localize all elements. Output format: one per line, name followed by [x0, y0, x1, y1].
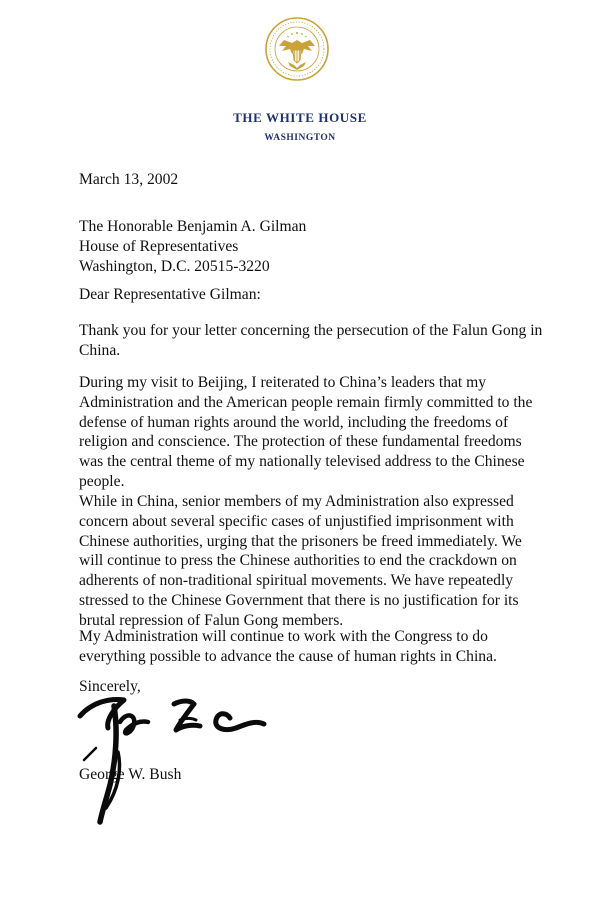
paragraph-line: everything possible to advance the cause of human rights in China.	[79, 647, 497, 665]
salutation: Dear Representative Gilman:	[79, 286, 261, 303]
paragraph-line: Administration and the American people remain firmly committed to the	[79, 393, 533, 411]
letterhead-title: THE WHITE HOUSE	[233, 110, 367, 125]
paragraph-line: Thank you for your letter concerning the persecution of the Falun Gong in	[79, 322, 543, 339]
handwritten-signature-icon	[70, 690, 290, 835]
paragraph-line: China.	[79, 341, 121, 359]
paragraph-line: My Administration will continue to work with the Congress to do	[79, 628, 488, 645]
paragraph-line: adherents of non-traditional spiritual movements. We have repeatedly	[79, 572, 514, 590]
paragraph-2	[79, 373, 579, 492]
paragraph-line: will continue to press the Chinese authorities to end the crackdown on	[79, 552, 517, 570]
paragraph-line: Chinese authorities, urging that the prisoners be freed immediately. We	[79, 532, 522, 550]
letter-date: March 13, 2002	[79, 171, 179, 188]
recipient-org: House of Representatives	[79, 237, 239, 255]
paragraph-4	[79, 627, 579, 667]
paragraph-line: people.	[79, 472, 125, 490]
paragraph-line: During my visit to Beijing, I reiterated to China’s leaders that my	[79, 374, 487, 391]
recipient-address	[79, 217, 579, 276]
paragraph-line: defense of human rights around the world, including the freedoms of	[79, 413, 509, 431]
paragraph-line: religion and conscience. The protection of these fundamental freedoms	[79, 433, 522, 451]
paragraph-line: stressed to the Chinese Government that there is no justification for its	[79, 591, 519, 609]
paragraph-1	[79, 321, 579, 361]
signer-name: George W. Bush	[79, 766, 182, 783]
paragraph-line: brutal repression of Falun Gong members.	[79, 611, 344, 629]
recipient-city: Washington, D.C. 20515-3220	[79, 257, 270, 275]
paragraph-line: concern about several specific cases of unjustified imprisonment with	[79, 512, 514, 530]
presidential-seal-icon	[264, 16, 330, 82]
recipient-name: The Honorable Benjamin A. Gilman	[79, 218, 307, 235]
paragraph-line: While in China, senior members of my Administration also expressed	[79, 493, 514, 510]
paragraph-line: was the central theme of my nationally televised address to the Chinese	[79, 453, 525, 471]
closing: Sincerely,	[79, 678, 141, 695]
letterhead-subtitle: WASHINGTON	[264, 133, 336, 143]
paragraph-3	[79, 492, 579, 631]
